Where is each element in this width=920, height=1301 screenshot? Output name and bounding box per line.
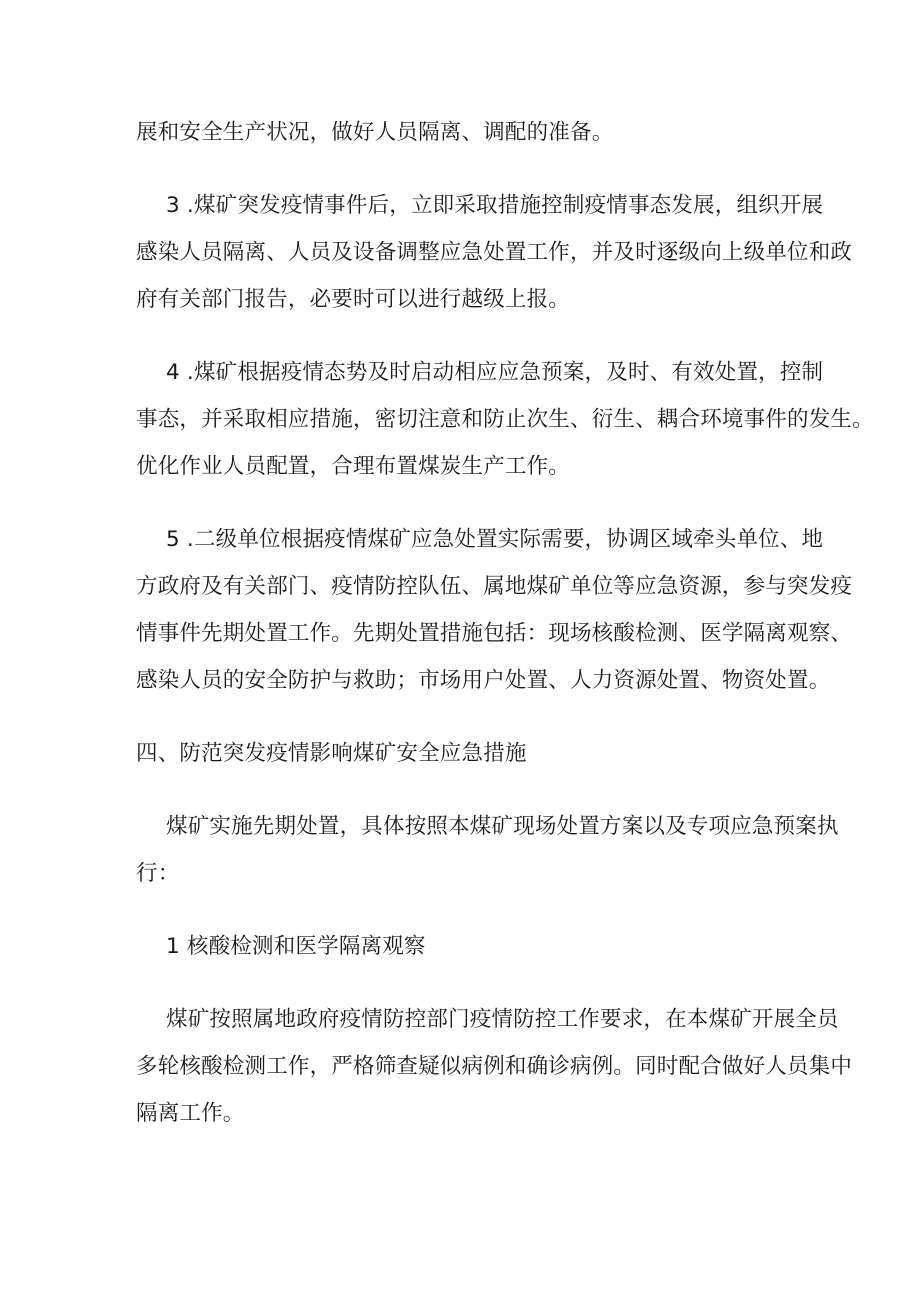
paragraph-line: 煤矿实施先期处置，具体按照本煤矿现场处置方案以及专项应急预案执 [166,814,839,839]
paragraph-line: 方政府及有关部门、疫情防控队伍、属地煤矿单位等应急资源，参与突发疫 [136,574,853,599]
subsection-heading: 1 核酸检测和医学隔离观察 [166,934,426,959]
paragraph-line: 展和安全生产状况，做好人员隔离、调配的准备。 [136,120,614,145]
paragraph-line: 5 .二级单位根据疫情煤矿应急处置实际需要，协调区域牵头单位、地 [166,527,824,552]
paragraph-line: 4 .煤矿根据疫情态势及时启动相应应急预案，及时、有效处置，控制 [166,360,824,385]
paragraph-line: 事态，并采取相应措施，密切注意和防止次生、衍生、耦合环境事件的发生。 [136,407,874,432]
paragraph-line: 情事件先期处置工作。先期处置措施包括：现场核酸检测、医学隔离观察、 [136,621,853,646]
paragraph-line: 3 .煤矿突发疫情事件后，立即采取措施控制疫情事态发展，组织开展 [166,193,824,218]
paragraph-line: 行： [136,861,180,886]
paragraph-line: 优化作业人员配置，合理布置煤炭生产工作。 [136,454,571,479]
paragraph-line: 煤矿按照属地政府疫情防控部门疫情防控工作要求，在本煤矿开展全员 [166,1007,839,1032]
paragraph-line: 感染人员的安全防护与救助；市场用户处置、人力资源处置、物资处置。 [136,668,831,693]
paragraph-line: 感染人员隔离、人员及设备调整应急处置工作，并及时逐级向上级单位和政 [136,240,853,265]
paragraph-line: 多轮核酸检测工作，严格筛查疑似病例和确诊病例。同时配合做好人员集中 [136,1054,853,1079]
section-heading: 四、防范突发疫情影响煤矿安全应急措施 [136,741,527,766]
paragraph-line: 府有关部门报告，必要时可以进行越级上报。 [136,287,571,312]
paragraph-line: 隔离工作。 [136,1101,245,1126]
